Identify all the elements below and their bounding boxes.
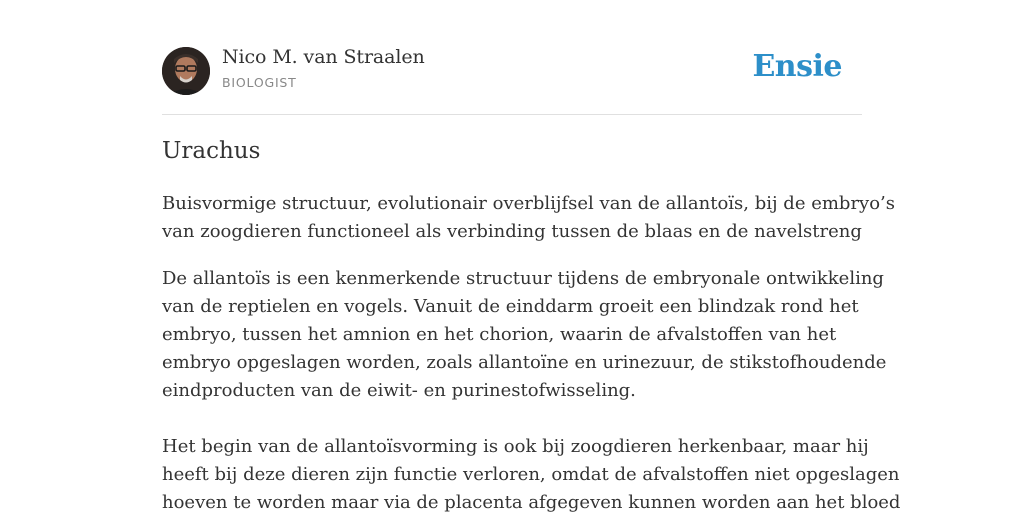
body-line: heeft bij deze dieren zijn functie verloren, omdat de afvalstoffen niet opgeslagen bbox=[162, 464, 900, 485]
entry-body bbox=[162, 265, 901, 512]
author-header bbox=[162, 46, 862, 115]
ensie-logo[interactable]: Ensie bbox=[752, 49, 842, 84]
body-line: eindproducten van de eiwit- en purinestofwisseling. bbox=[162, 380, 636, 401]
body-line: hoeven te worden maar via de placenta afgegeven kunnen worden aan het bloed bbox=[162, 492, 901, 512]
paragraph-spacer bbox=[162, 405, 862, 433]
entry-title: Urachus bbox=[162, 138, 261, 164]
author-role: BIOLOGIST bbox=[222, 75, 297, 90]
body-line: van de reptielen en vogels. Vanuit de einddarm groeit een blindzak rond het bbox=[162, 296, 859, 317]
definition-line: Buisvormige structuur, evolutionair overblijfsel van de allantoïs, bij de embryo’s bbox=[162, 193, 896, 214]
body-line: embryo opgeslagen worden, zoals allantoïne en urinezuur, de stikstofhoudende bbox=[162, 352, 887, 373]
body-line: Het begin van de allantoïsvorming is ook bij zoogdieren herkenbaar, maar hij bbox=[162, 436, 869, 457]
author-avatar[interactable] bbox=[162, 47, 210, 95]
definition-line: van zoogdieren functioneel als verbinding tussen de blaas en de navelstreng bbox=[162, 221, 862, 242]
entry-definition bbox=[162, 190, 896, 246]
body-line: De allantoïs is een kenmerkende structuur tijdens de embryonale ontwikkeling bbox=[162, 268, 884, 289]
author-name[interactable]: Nico M. van Straalen bbox=[222, 46, 425, 68]
body-line: embryo, tussen het amnion en het chorion, waarin de afvalstoffen van het bbox=[162, 324, 837, 345]
